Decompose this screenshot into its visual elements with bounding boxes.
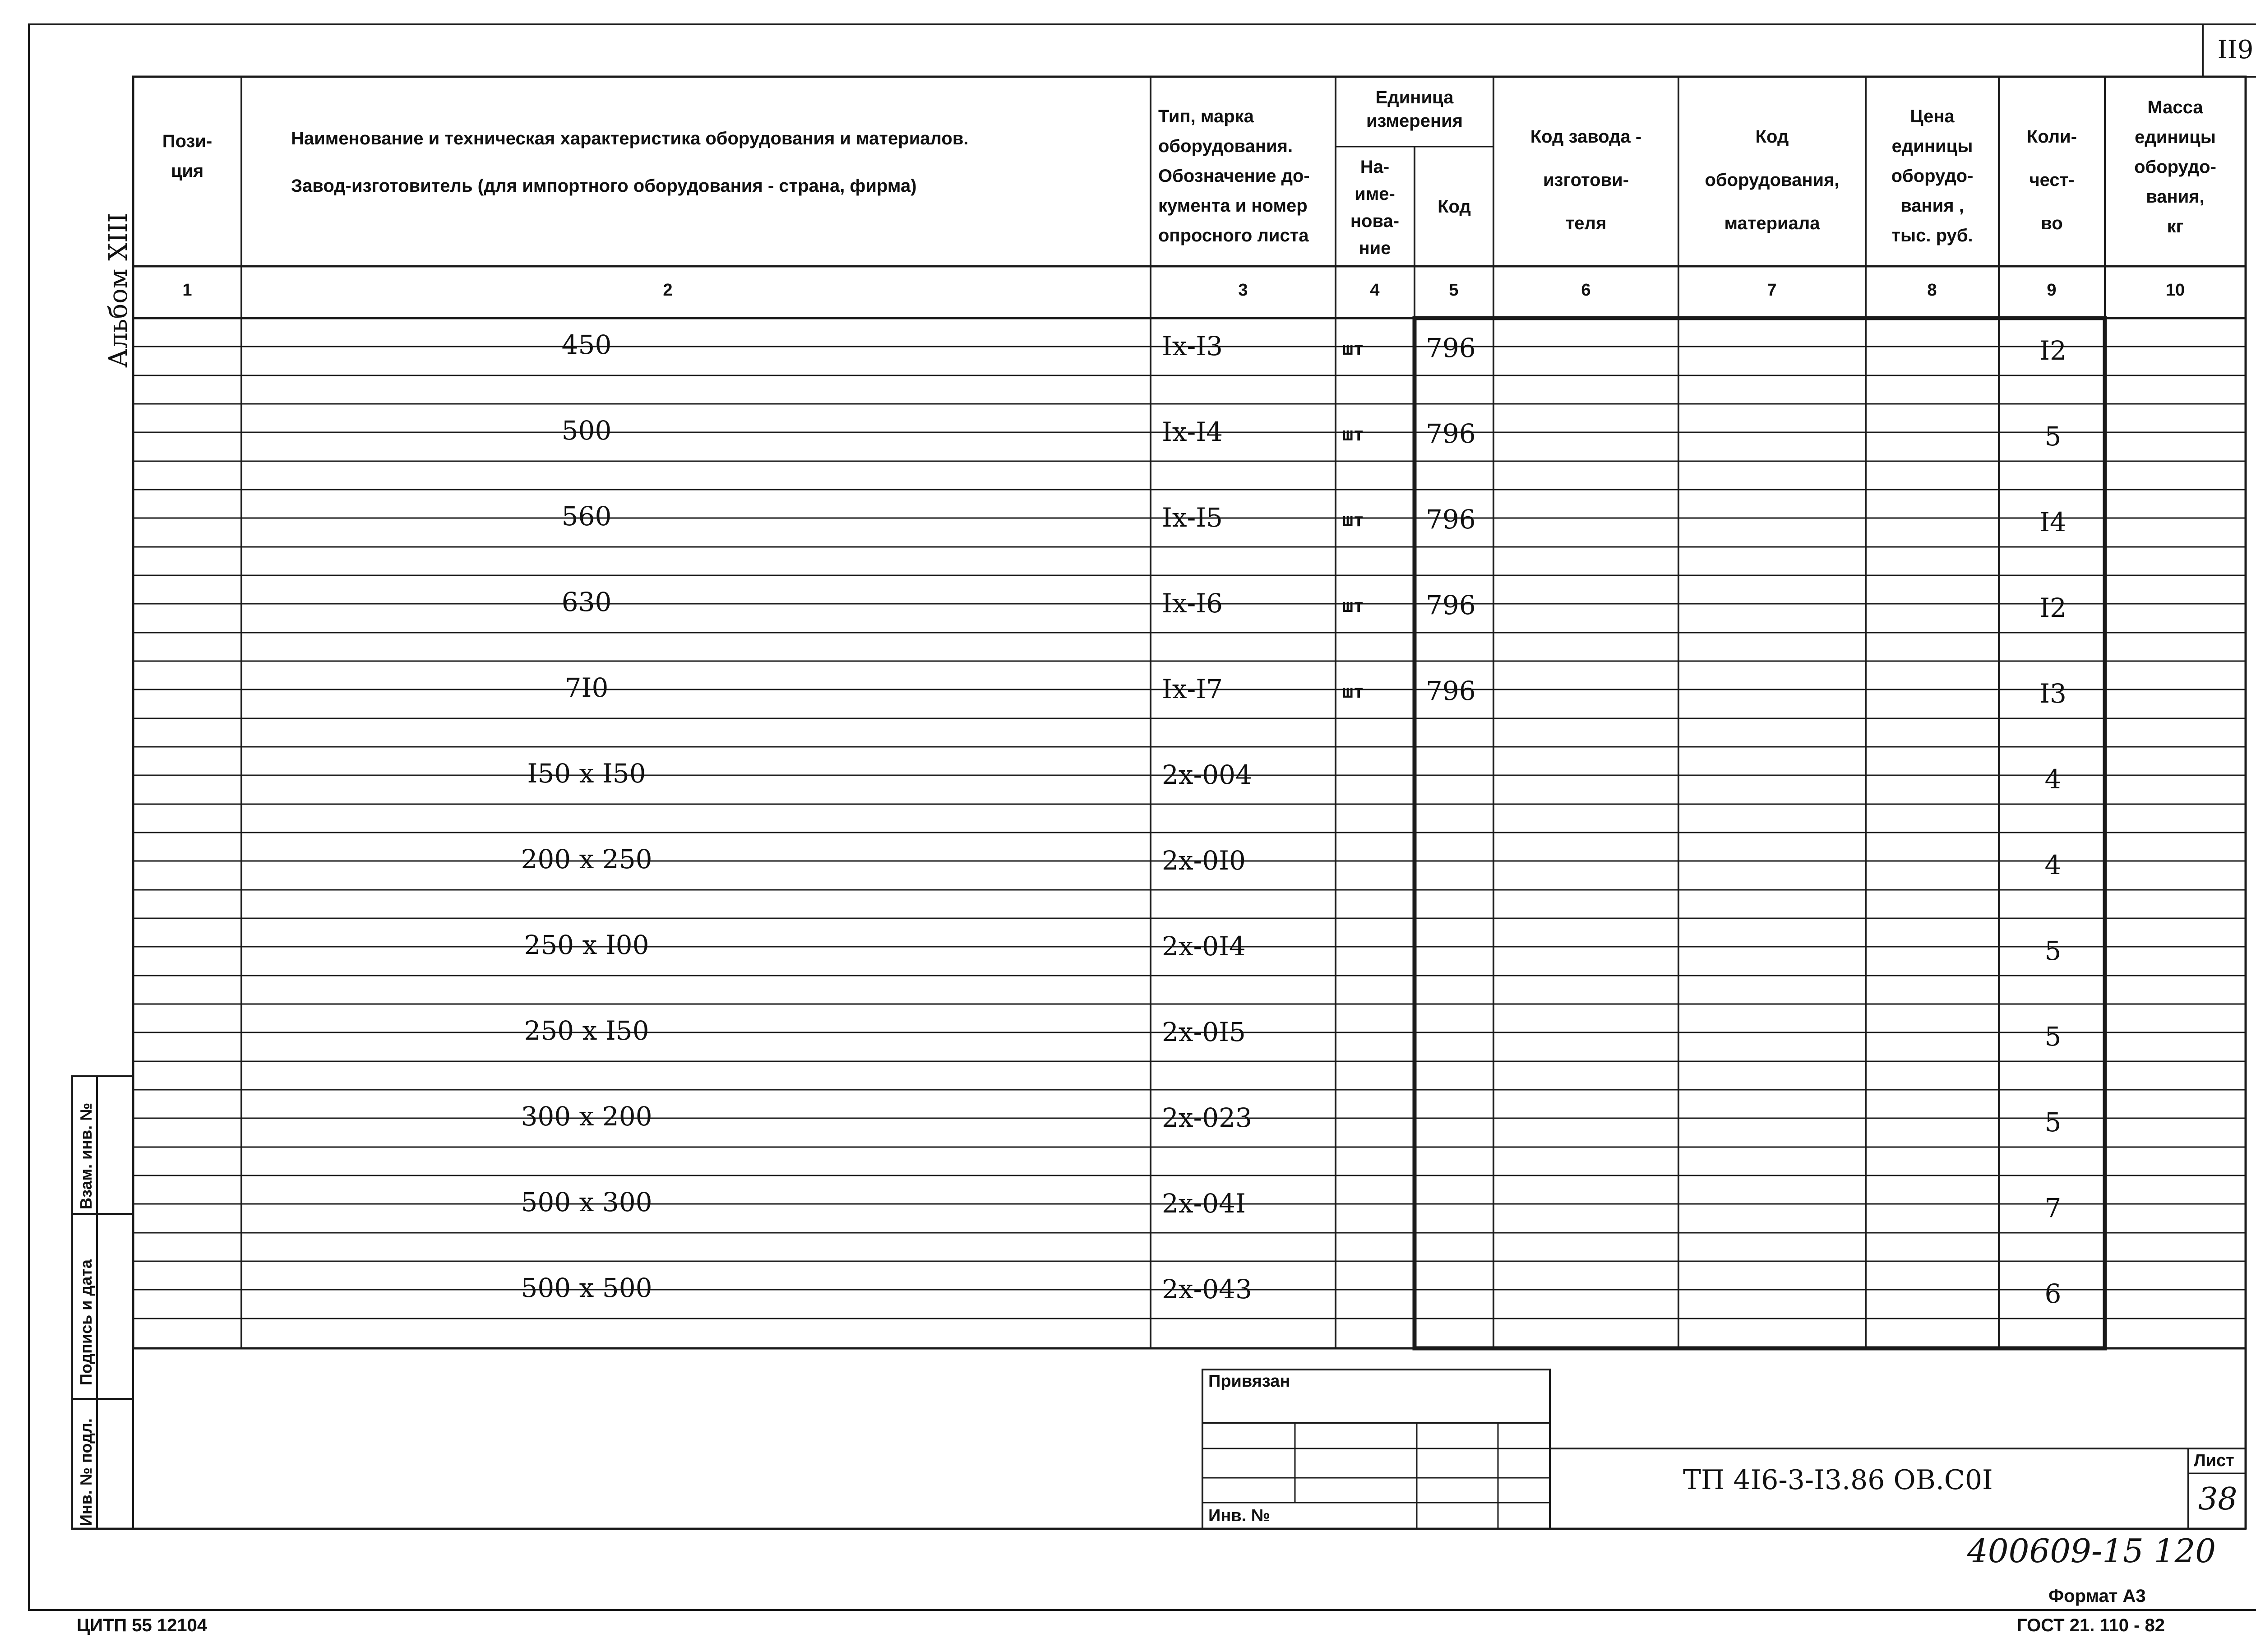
header-price: Цена единицы оборудо- вания , тыс. руб. — [1891, 106, 1974, 245]
column-number-2: 2 — [663, 281, 673, 300]
row-quantity: I4 — [2039, 507, 2066, 537]
header-quantity: Коли- чест- во — [2026, 127, 2077, 233]
row-type: Iх-I6 — [1162, 588, 1223, 619]
stamp-list-label: Лист — [2194, 1451, 2234, 1470]
row-type: 2х-023 — [1162, 1102, 1252, 1133]
row-type: 2х-04I — [1162, 1188, 1246, 1219]
archive-code: 400609-15 120 — [1967, 1532, 2216, 1570]
row-quantity: 5 — [2044, 935, 2062, 966]
header-position: Пози- ция — [162, 131, 213, 181]
album-label: Альбом XIII — [104, 213, 133, 368]
row-type: 2х-0I5 — [1162, 1017, 1246, 1047]
row-type: 2х-0I0 — [1162, 845, 1246, 876]
row-unit: шт — [1342, 424, 1364, 445]
row-quantity: I3 — [2039, 678, 2066, 709]
column-number-4: 4 — [1370, 281, 1380, 300]
side-label-podpis: Подпись и дата — [77, 1259, 95, 1385]
row-type: Iх-I3 — [1162, 331, 1223, 361]
row-unit: шт — [1342, 596, 1364, 616]
header-unit-group: Единица измерения — [1366, 88, 1463, 131]
row-unit-code: 796 — [1426, 590, 1476, 620]
row-quantity: I2 — [2039, 335, 2066, 366]
stamp-inv-no: Инв. № — [1208, 1506, 1271, 1525]
row-name: 250 х I00 — [524, 930, 649, 960]
row-quantity: 5 — [2044, 1107, 2062, 1138]
row-type: 2х-0I4 — [1162, 931, 1246, 962]
row-quantity: I2 — [2039, 592, 2066, 623]
row-quantity: 5 — [2044, 421, 2062, 452]
column-number-7: 7 — [1767, 281, 1777, 300]
side-label-vzam: Взам. инв. № — [77, 1102, 95, 1209]
header-unit-code: Код — [1438, 197, 1471, 217]
stamp-privyazan: Привязан — [1208, 1372, 1290, 1391]
row-unit: шт — [1342, 681, 1364, 702]
row-quantity: 5 — [2044, 1021, 2062, 1052]
column-number-9: 9 — [2047, 281, 2057, 300]
column-number-6: 6 — [1581, 281, 1591, 300]
row-name: 300 х 200 — [521, 1101, 652, 1132]
side-label-inv-podl: Инв. № подл. — [77, 1418, 95, 1526]
column-number-3: 3 — [1238, 281, 1248, 300]
sheet-corner-number: II9 — [2202, 23, 2256, 78]
row-type: 2х-043 — [1162, 1274, 1252, 1305]
header-equipment-code: Код оборудования, материала — [1705, 127, 1840, 233]
row-unit-code: 796 — [1426, 418, 1476, 449]
row-name: 500 — [561, 415, 612, 446]
stamp-list-value: 38 — [2198, 1481, 2238, 1517]
row-name: 560 — [561, 501, 612, 532]
row-quantity: 4 — [2044, 764, 2062, 795]
row-name: 250 х I50 — [524, 1015, 649, 1046]
header-name: Наименование и техническая характеристика оборудования и материалов. Завод-изготовитель (для импортного оборудования - страна, фирма) — [291, 129, 969, 196]
column-number-1: 1 — [182, 281, 192, 300]
format-label: Формат А3 — [2048, 1586, 2146, 1606]
document-designation: ТП 4I6-3-I3.86 ОВ.С0I — [1683, 1464, 1993, 1496]
row-name: 7I0 — [564, 672, 609, 703]
row-name: 500 х 500 — [521, 1273, 652, 1303]
row-unit-code: 796 — [1426, 676, 1476, 706]
column-number-5: 5 — [1449, 281, 1459, 300]
header-type: Тип, марка оборудования. Обозначение до- кумента и номер опросного листа — [1158, 106, 1310, 245]
row-name: 500 х 300 — [521, 1187, 652, 1217]
footer-gost: ГОСТ 21. 110 - 82 — [2017, 1615, 2165, 1635]
row-unit: шт — [1342, 338, 1364, 359]
row-name: 450 — [561, 329, 612, 360]
footer-left-code: ЦИТП 55 12104 — [77, 1615, 208, 1635]
row-type: Iх-I5 — [1162, 502, 1223, 533]
column-number-10: 10 — [2165, 281, 2185, 300]
row-name: I50 х I50 — [527, 758, 646, 789]
header-mass: Масса единицы оборудо- вания, кг — [2134, 97, 2216, 236]
row-type: Iх-I4 — [1162, 416, 1223, 447]
row-quantity: 6 — [2044, 1278, 2062, 1309]
row-quantity: 7 — [2044, 1193, 2062, 1223]
row-quantity: 4 — [2044, 850, 2062, 880]
column-number-8: 8 — [1927, 281, 1937, 300]
row-unit-code: 796 — [1426, 333, 1476, 363]
header-factory-code: Код завода - изготови- теля — [1530, 127, 1642, 233]
row-type: 2х-004 — [1162, 759, 1252, 790]
row-unit-code: 796 — [1426, 504, 1476, 535]
row-unit: шт — [1342, 510, 1364, 531]
row-name: 630 — [561, 587, 612, 617]
row-type: Iх-I7 — [1162, 674, 1223, 704]
row-name: 200 х 250 — [521, 844, 652, 875]
header-unit-name: На- име- нова- ние — [1350, 157, 1400, 258]
